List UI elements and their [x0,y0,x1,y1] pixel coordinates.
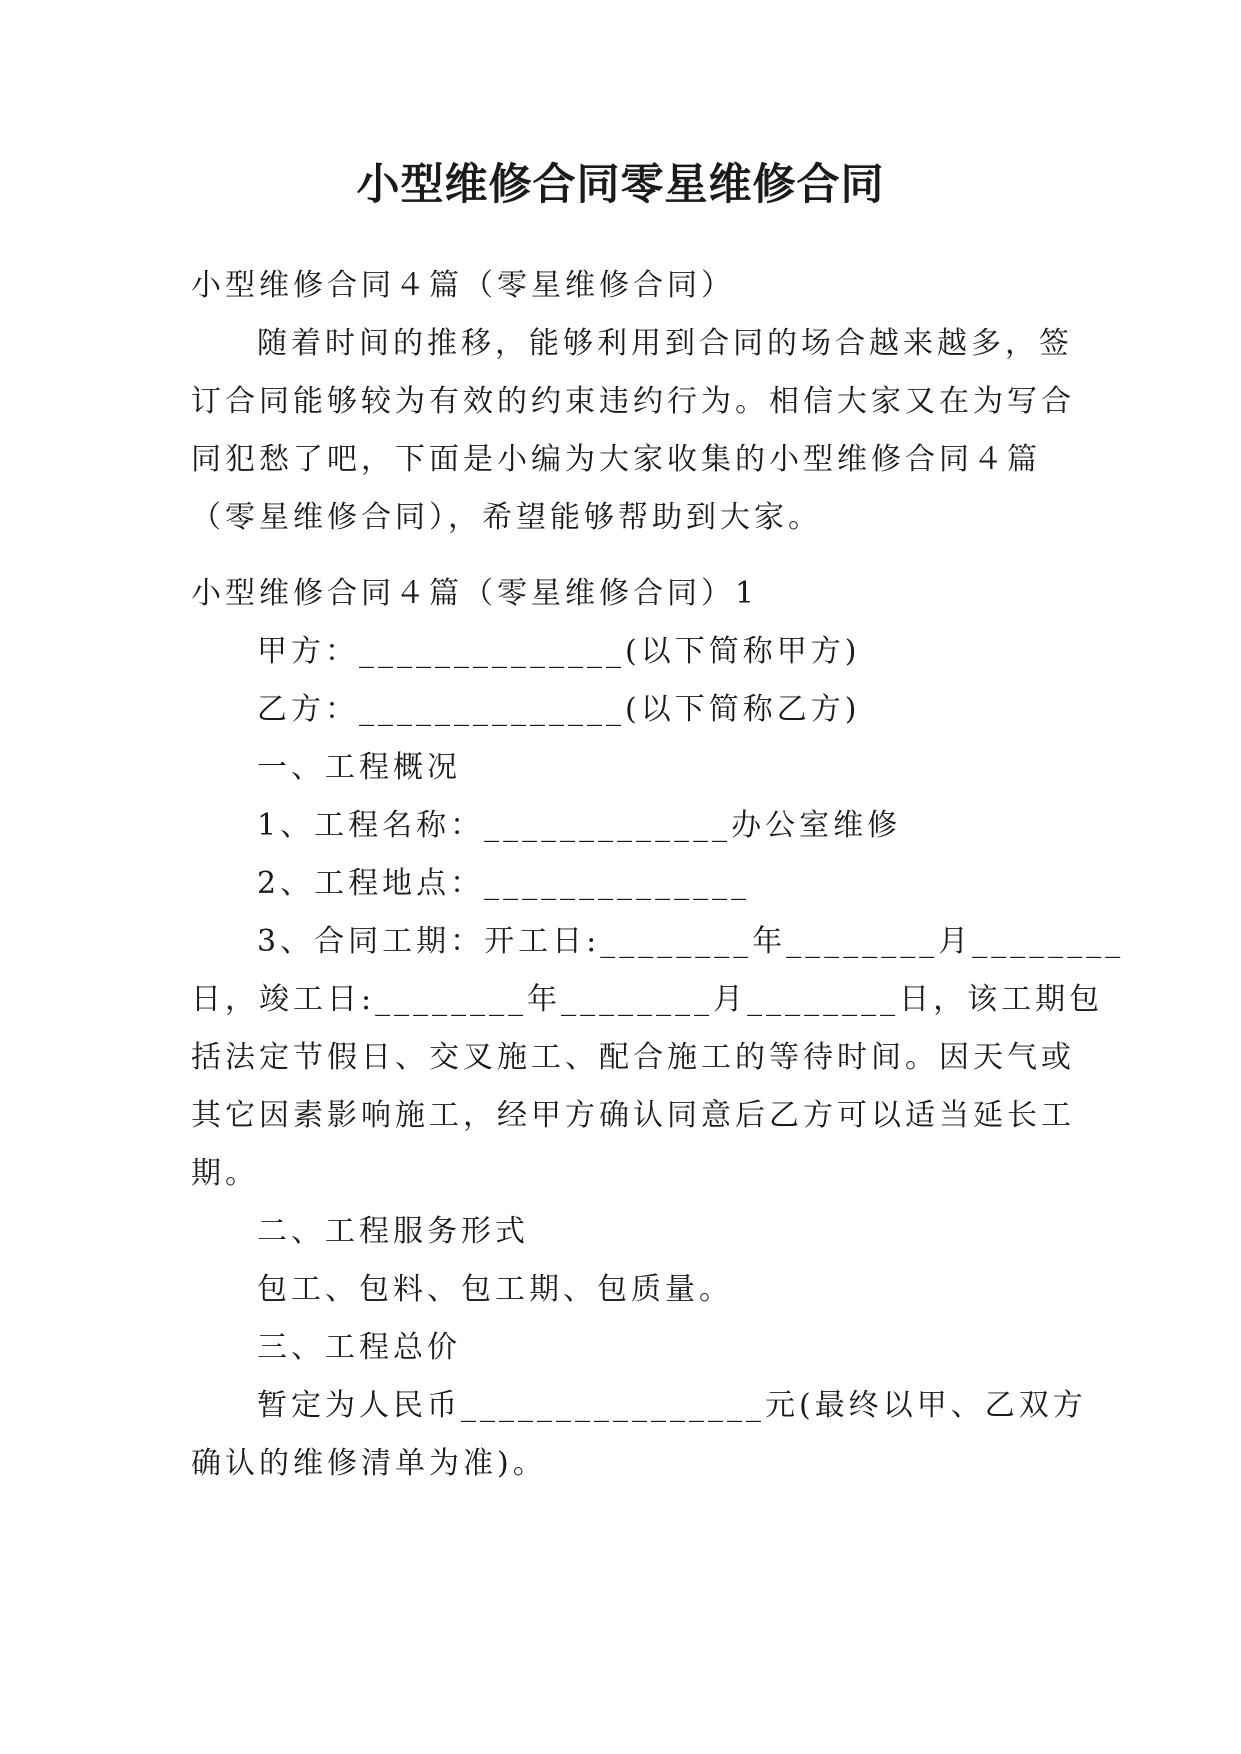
contract-period-line-2: 日，竣工日:________年________月________日，该工期包 [191,982,1104,1017]
project-name-line: 1、工程名称：_____________办公室维修 [257,808,902,843]
party-b-line: 乙方：______________(以下简称乙方) [257,692,861,727]
clause-3-title: 三、工程总价 [257,1330,461,1365]
clause-2-title: 二、工程服务形式 [257,1214,529,1249]
document-title: 小型维修合同零星维修合同 [356,160,885,210]
project-location-line: 2、工程地点：______________ [257,866,751,901]
clause-3-line-1: 暂定为人民币________________元(最终以甲、乙双方 [257,1388,1087,1423]
contract-period-line-5: 期。 [191,1156,259,1191]
contract-period-line-3: 括法定节假日、交叉施工、配合施工的等待时间。因天气或 [191,1040,1075,1075]
intro-line-1: 随着时间的推移，能够利用到合同的场合越来越多，签 [257,326,1073,361]
section-heading: 小型维修合同４篇（零星维修合同）1 [191,576,759,611]
intro-line-4: （零星维修合同），希望能够帮助到大家。 [191,500,822,535]
intro-line-3: 同犯愁了吧，下面是小编为大家收集的小型维修合同４篇 [191,442,1041,477]
intro-heading: 小型维修合同４篇（零星维修合同） [191,268,735,303]
intro-line-2: 订合同能够较为有效的约束违约行为。相信大家又在为写合 [191,384,1075,419]
contract-section [191,565,1125,1493]
clause-1-title: 一、工程概况 [257,750,461,785]
intro-section [191,257,1075,547]
clause-2-body: 包工、包料、包工期、包质量。 [257,1272,733,1307]
contract-period-line-4: 其它因素影响施工，经甲方确认同意后乙方可以适当延长工 [191,1098,1075,1133]
party-a-line: 甲方：______________(以下简称甲方) [257,634,861,669]
contract-period-line-1: 3、合同工期：开工日:________年________月________ [257,924,1125,959]
clause-3-line-2: 确认的维修清单为准)。 [191,1446,547,1481]
